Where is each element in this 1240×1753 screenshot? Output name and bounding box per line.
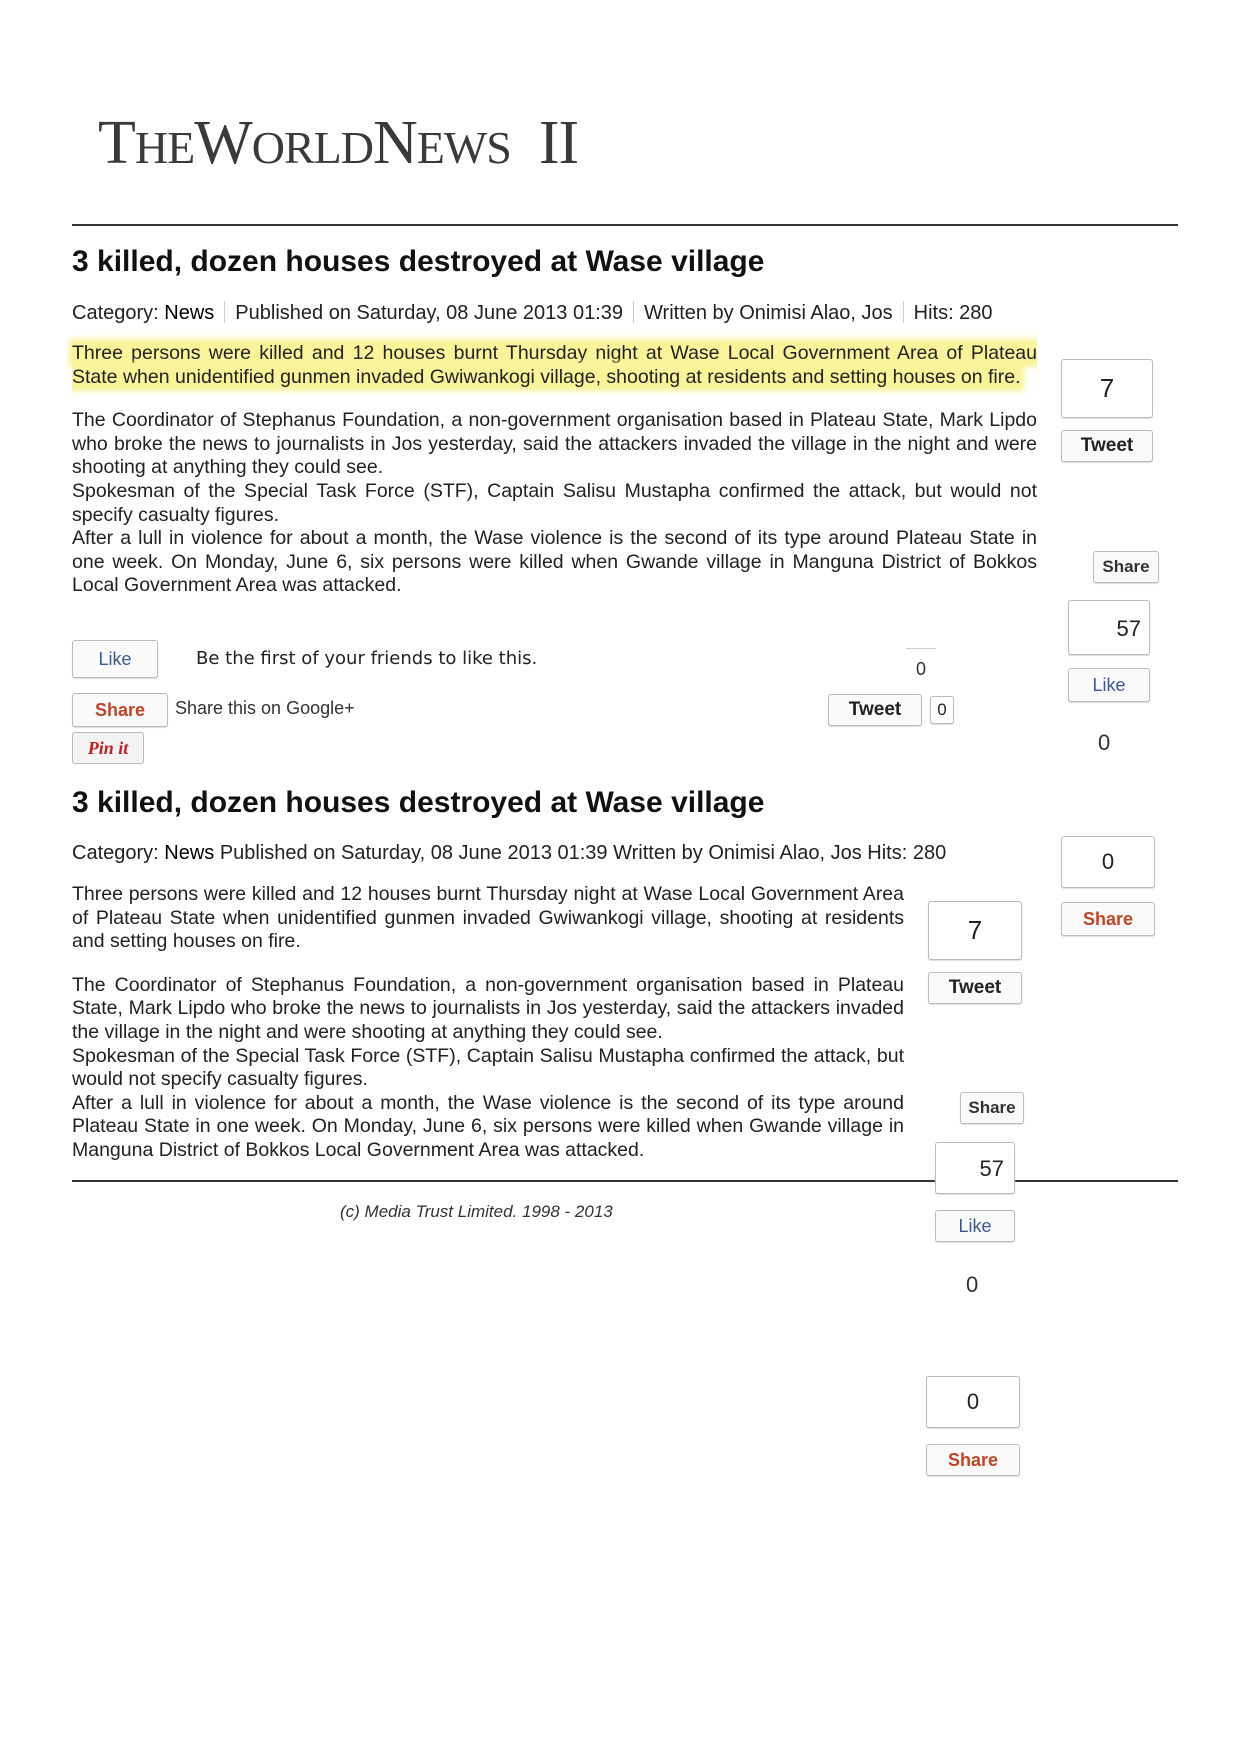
article-title[interactable]: 3 killed, dozen houses destroyed at Wase village [72, 245, 765, 278]
tweet-count-box: 7 [928, 901, 1022, 960]
facebook-like-button[interactable]: Like [72, 640, 158, 678]
sidebar-like-button[interactable]: Like [1068, 668, 1150, 702]
article-paragraph: The Coordinator of Stephanus Foundation, a non-government organisation based in Plateau State, Mark Lipdo who broke the news to journalists in Jos yesterday, said the attackers invaded the village in the night and were shooting at anything they could see. [72, 409, 1037, 479]
sidebar-tweet-button[interactable]: Tweet [928, 972, 1022, 1004]
tweet-count: 0 [930, 696, 954, 724]
pinterest-pin-button[interactable]: Pin it [72, 732, 144, 764]
sidebar-share-button[interactable]: Share [1093, 551, 1159, 583]
article-meta: Category: News Published on Saturday, 08 June 2013 01:39 Written by Onimisi Alao, Jos Hits: 280 [72, 842, 947, 864]
google-share-button[interactable]: Share [72, 693, 168, 727]
like-count-box: 57 [935, 1142, 1015, 1194]
category-link[interactable]: News [164, 842, 215, 864]
footer-copyright: (c) Media Trust Limited. 1998 - 2013 [340, 1202, 613, 1221]
tweet-button[interactable]: Tweet [828, 694, 922, 726]
article-paragraph: The Coordinator of Stephanus Foundation, a non-government organisation based in Plateau State, Mark Lipdo who broke the news to journalists in Jos yesterday, said the attackers invaded the village in the night and were shooting at anything they could see. [72, 973, 904, 1043]
article-body [72, 342, 1037, 598]
google-share-count-box: 0 [926, 1376, 1020, 1428]
sidebar-google-share-button[interactable]: Share [926, 1444, 1020, 1476]
article-paragraph: Spokesman of the Special Task Force (STF), Captain Salisu Mustapha confirmed the attack, but would not specify casualty figures. [72, 1044, 904, 1091]
like-count-box: 57 [1068, 600, 1150, 655]
sidebar-tweet-button[interactable]: Tweet [1061, 430, 1153, 462]
site-logo: THEWORLDNEWS II [98, 109, 579, 177]
category-link[interactable]: News [164, 302, 215, 324]
like-zero-count: 0 [966, 1272, 979, 1297]
article-paragraph: Spokesman of the Special Task Force (STF), Captain Salisu Mustapha confirmed the attack, but would not specify casualty figures. [72, 479, 1037, 526]
facebook-like-text: Be the first of your friends to like this. [196, 648, 538, 669]
google-share-count-box: 0 [1061, 836, 1155, 888]
article-meta: Category: News Published on Saturday, 08 June 2013 01:39 Written by Onimisi Alao, Jos Hits: 280 [72, 302, 993, 324]
article-body [72, 883, 904, 1163]
header-divider [72, 224, 1178, 226]
article-lead: Three persons were killed and 12 houses burnt Thursday night at Wase Local Government Area of Plateau State when unidentified gunmen invaded Gwiwankogi village, shooting at residents and setting houses on fire. [72, 342, 1037, 388]
sidebar-google-share-button[interactable]: Share [1061, 902, 1155, 936]
tweet-count-box: 7 [1061, 359, 1153, 418]
like-zero-count: 0 [1098, 730, 1111, 755]
sidebar-share-button[interactable]: Share [960, 1092, 1024, 1124]
article-paragraph: After a lull in violence for about a month, the Wase violence is the second of its type around Plateau State in one week. On Monday, June 6, six persons were killed when Gwande village in Manguna District of Bokkos Local Government Area was attacked. [72, 527, 1037, 597]
article-paragraph: After a lull in violence for about a month, the Wase violence is the second of its type around Plateau State in one week. On Monday, June 6, six persons were killed when Gwande village in Manguna District of Bokkos Local Government Area was attacked. [72, 1091, 904, 1161]
article-lead: Three persons were killed and 12 houses burnt Thursday night at Wase Local Government Area of Plateau State when unidentified gunmen invaded Gwiwankogi village, shooting at residents and setting houses on fire. [72, 883, 904, 953]
small-share-count: 0 [906, 648, 936, 683]
article-title[interactable]: 3 killed, dozen houses destroyed at Wase village [72, 786, 765, 819]
google-share-text: Share this on Google+ [175, 698, 355, 718]
sidebar-like-button[interactable]: Like [935, 1210, 1015, 1242]
